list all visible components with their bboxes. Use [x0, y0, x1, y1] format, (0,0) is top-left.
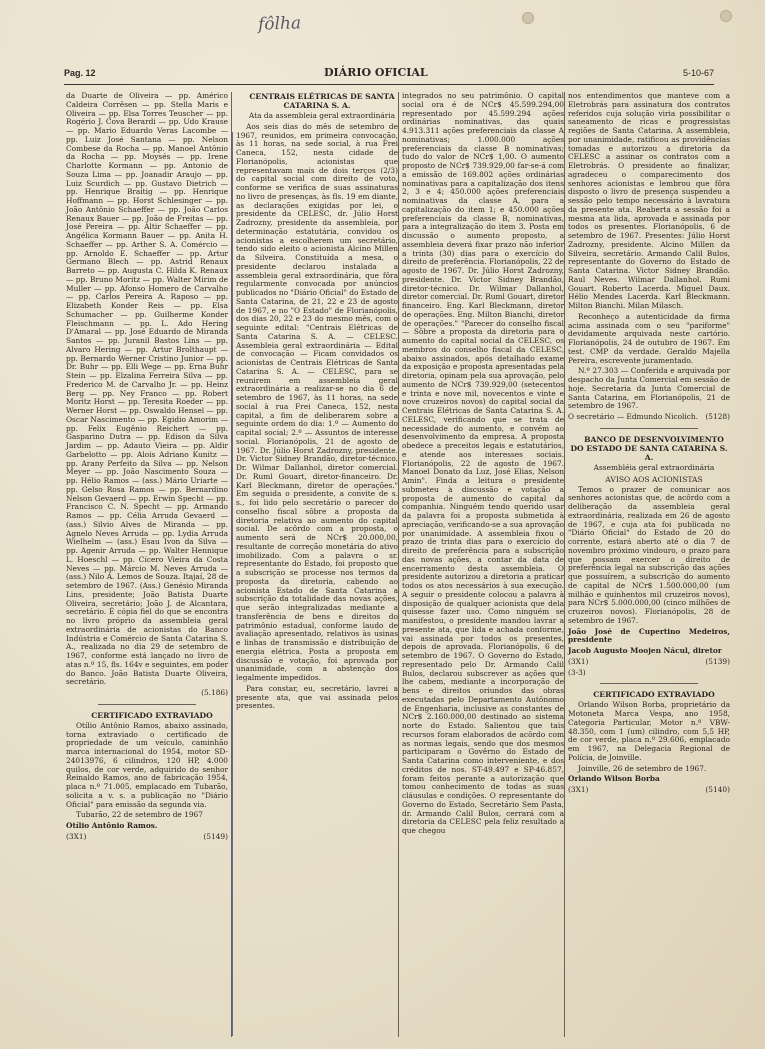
cert-heading: CERTIFICADO EXTRAVIADO — [593, 690, 715, 700]
notice-signature: Otílio Antônio Ramos. — [66, 821, 158, 830]
aviso-num: (5139) — [705, 656, 730, 666]
aviso-body: Temos o prazer de comunicar aos senhores acionistas que, de acôrdo com a deliberação da assembleia geral extraordinária, realizada em 26 de agosto de 1967, e cuja ata foi publicada no "Diário Oficial" do Estado de 20 do corrente, estará aberto até o dia 7 de novembro próximo vindouro, o prazo para que possam exercer o direito de preferência legal na subscrição das ações que possuírem, a subscrição do aumento de capital de NCr$ 1.500.000,00 (um milhão e quinhentos mil cruzeiros novos), para NCr$ 5.000.000,00 (cinco milhões de cruzeiros novos). Florianópolis, 28 de setembro de 1967. — [568, 484, 730, 625]
article-body: Aos seis dias do mês de setembro de 1967, reunidos, em primeira convocação, às 11 horas, na sede social, à rua Frei Caneca, 152, nesta cidade de Florianópolis, acionistas que representavam mais de dois terços (2/3) do capital social com direito de voto, conforme se verifica de suas assinaturas no livro de presenças, às fls. 19 em diante, as declarações exigidas por lei, o presidente da CELESC, dr. Júlio Horst Zadrozny, presidente da assembleia, por determinação estatutária, convidou os acionistas a escolherem um secretário, tendo sido eleito o acionista Alcino Millen da Silveira. Constituída a mesa, o presidente declarou instalada a assembleia geral extraordinária, que fôra regularmente convocada por anúncios publicados no "Diário Oficial" do Estado de Santa Catarina, de 21, 22 e 23 de agosto de 1967, e no "O Estado" de Florianópolis, dos dias 20, 22 e 23 do mesmo mês, com o seguinte edital: "Centrais Elétricas de Santa Catarina S. A. — CELESC. Assembleia geral extraordinária — Edital de convocação — Ficam convidados os acionistas de Centrais Elétricas de Santa Catarina S. A. — CELESC, para se reunirem em assembleia geral extraordinária a realizar-se no dia 6 de setembro de 1967, às 11 horas, na sede social à rua Frei Caneca, 152, nesta capital, a fim de deliberarem sobre a seguinte ordem do dia: 1.º — Aumento do capital social; 2.º — Assuntos de interesse social. Florianópolis, 21 de agosto de 1967. Dr. Júlio Horst Zadrozny, presidente. Dr. Victor Sidney Brandão, diretor-técnico. Dr. Wilmar Dallanhol, diretor comercial. Dr. Ruml Gouart, diretor-financeiro. Dr. Karl Bleckmann, diretor de operações." Em seguida o presidente, a convite de s. s., foi lido pelo secretário o parecer do conselho fiscal sôbre a proposta da diretoria relativa ao aumento do capital social. De acôrdo com a proposta, o aumento será de NCr$ 20.000,00, resultante de correção monetária do ativo imobilizado. Com a palavra o sr. representante do Estado, foi proposto que a subscrição se processe nos termos da proposta da diretoria, cabendo ao acionista Estado de Santa Catarina a subscrição da totalidade das novas ações, que serão integralizadas mediante a transferência de bens e direitos do patrimônio estadual, conforme laudo de avaliação apresentado, relativos às usinas e linhas de transmissão e distribuição de energia elétrica. Posta a proposta em discussão e votação, foi aprovada por unanimidade, com a abstenção dos legalmente impedidos. — [236, 121, 398, 682]
handwritten-note: fôlha — [257, 13, 302, 35]
bank-heading: BANCO DE DESENVOLVIMENTO DO ESTADO DE SANTA CATARINA S. A. — [570, 434, 728, 462]
notary-confirmation: Reconheço a autenticidade da firma acima assinada com o seu "pariforme" devidamente arquivada neste cartório. Florianópolis, 24 de outubro de 1967. Em test. CMP da verdade. Geraldo Majella Pereira, escrevente juramentado. — [568, 311, 730, 365]
margin-mark — [232, 132, 233, 1036]
junta-num: (5128) — [705, 412, 730, 421]
page-number: Pag. 12 — [64, 68, 96, 78]
notice-num: (5149) — [203, 831, 228, 841]
article-continuation: nos entendimentos que manteve com a Eletrobrás para assinatura dos contratos referidos cuja solução viria possibilitar o saneamento de ricas e progressistas regiões de Santa Catarina. A assembleia, por unanimidade, ratificou as providências tomadas e autorizou a diretoria da CELESC a assinar os contratos com a Eletrobrás. O presidente ao finalizar, agradeceu o comparecimento dos senhores acionistas e lembrou que fôra disposto o livro de presença suspendeu a sessão pelo tempo necessário à lavratura da presente ata. Reaberta a sessão foi a mesma ata lida, aprovada e assinada por todos os presentes. Florianópolis, 6 de setembro de 1967. Presentes: Júlio Horst Zadrozny, presidente. Alcino Millen da Silveira, secretário. Armando Calil Bulos, representante do Governo do Estado de Santa Catarina. Victor Sidney Brandão. Raul Neves. Wilmar Dallanhol. Rumi Gouart. Roberto Lacerda. Miguel Daux. Hélio Mendes Lacerda. Karl Bleckmann. Milton Bianchi. Milan Milasch. — [568, 91, 730, 310]
separator — [600, 428, 697, 429]
junta-sign-line — [568, 413, 730, 422]
aviso-ref: (3X1) — [568, 656, 589, 666]
article-continuation: integrados no seu patrimônio. O capital social ora é de NCr$ 45.599.294,00 representado por 45.599.294 ações ordinárias nominativas, das quais 4.913.311 ações preferenciais da classe A nominativas; 1.000.000 ações preferenciais da classe B nominativas; tudo do valor de NCr$ 1,00. O aumento proposto de NCr$ 739.929,00 far-se-á com a emissão de 169.802 ações ordinárias nominativas para a capitalização dos itens 2, 3 e 4; 450.000 ações preferenciais nominativas da classe A, para a capitalização do item 1; e 450.000 ações preferenciais da classe B, nominativas, para a integralização do item 3. Posta em discussão o aumento proposto, a assembleia deverá fixar prazo não inferior a trinta (30) dias para o exercício do direito de preferência. Florianópolis, 22 de agosto de 1967. Dr. Júlio Horst Zadrozny, presidente. Dr. Victor Sidney Brandão, diretor-técnico. Dr. Wilmar Dallanhol, diretor comercial. Dr. Ruml Gouart, diretor financeiro. Eng. Karl Bleckmann, diretor de operações. Eng. Milton Bianchi, diretor de operações." "Parecer do conselho fiscal — Sôbre a proposta da diretoria para o aumento do capital social da CELESC, os membros do conselho fiscal da CELESC, abaixo assinados, após detalhado exame da exposição e proposta apresentadas pela diretoria, opinam pela sua aprovação, pelo aumento de NCr$ 739.929,00 (setecentos e trinta e nove mil, novecentos e vinte e nove cruzeiros novos) do capital social da Centrais Elétricas de Santa Catarina S. A. CELESC, verificando que se trata de necessidade do aumento, e convém ao desenvolvimento da empresa. A proposta obedece a preceitos legais e estatutários, e atende aos interesses sociais. Florianópolis, 22 de agosto de 1967. Manoel Donato da Luz, José Elias, Nelson Amin". Finda a leitura o presidente submeteu à discussão e votação a proposta de aumento do capital da companhia. Ninguém tendo querido usar da palavra foi a proposta submetida à apreciação, verificando-se a sua aprovação por unanimidade. A assembleia fixou o prazo de trinta dias para o exercício do direito de preferência para a subscrição das novas ações, a contar da data de encerramento desta assembleia. O presidente autorizou a diretoria a praticar todos os atos necessários à sua execução. A seguir o presidente colocou a palavra à disposição de qualquer acionista que dela quisesse fazer uso. Como ninguém se manifestou, o presidente mandou lavrar a presente ata, que lida e achada conforme, vai assinada por todos os presentes, depois de aprovada. Florianópolis, 6 de setembro de 1967. O Governo do Estado, representado pelo Dr. Armando Calil Bulos, declarou subscrever as ações que lhe cabem, mediante a incorporação de bens e direitos oriundos das obras executadas pelo Departamento Autônomo de Engenharia, inclusive as constantes de NCr$ 2.160.000,00 destinado ao sistema norte do Estado. Salientou que tais recursos foram elaborados de acôrdo com as normas legais, sendo que dos mesmos participaram o Govêrno do Estado de Santa Catarina como interveniente, e dos créditos de nos. ST-49.497 e SP-46.857, foram feitos perante a autorização que tomou conhecimento de todas as suas cláusulas e condições. O representante do Governo do Estado, Secretário Sem Pasta, dr. Armando Calil Bulos, cerrará com a diretoria da CELESC pela feliz resultado a que chegou — [402, 91, 564, 835]
separator — [98, 704, 195, 705]
article-subheading: Ata da assembleia geral extraordinária — [248, 111, 396, 120]
column-rule — [564, 92, 565, 1037]
newspaper-title: DIÁRIO OFICIAL — [324, 66, 428, 79]
ref-number: (5.186) — [201, 688, 228, 697]
notice-body: Otílio Antônio Ramos, abaixo assinado, torna extraviado o certificado de propriedade de um veículo, caminhão marca internacional do 1954, motor SD-24013976, 6 cilindros, 120 HP, 4.000 quilos, de cor verde, adquirido do senhor Reinaldo Ramos, ano de fabricação 1954, placa n.º 71.005, emplacado em Tubarão, solicita a v. s. a publicação no "Diário Oficial" para emissão da segunda via. — [66, 720, 228, 809]
shareholder-list: da Duarte de Oliveira — pp. Américo Caldeira Corrêsen — pp. Stella Maris e Oliveira — pp. Elsa Torres Teuscher — pp. Rogério J. Cova Berardi — pp. Udo Krause — pp. Mario Eduardo Veras Lacombe — pp. Luiz José Santana — pp. Nelson Combese da Rocha — pp. Manoel Antônio da Rocha — pp. Moysés — pp. Irene Charlotte Kormann — pp. Antonio de Souza Lima — pp. Joanadir Araujo — pp. Luiz Scurdich — pp. Gustavo Dietrich — pp. Henrique Braitig — pp. Henrique Hoffmann — pp. Horst Schlesinger — pp. João Antônio Schaeffer — pp. João Carlos Renaux Bauer — pp. João de Freitas — pp. José Pereira — pp. Altir Schaeffer — pp. Angélica Kormann Bauer — pp. Anita H. Schaeffer — pp. Arther S. A. Comércio — pp. Arnoldo E. Schaeffer — pp. Artur Germano Blech — pp. Astrid Renaux Barreto — pp. Augusta C. Hilda K. Renaux — pp. Bruno Moritz — pp. Walter Mirim de Muller — pp. Afonso Homero de Carvalho — pp. Carlos Pereira A. Raposo — pp. Elizabeth Konder Reis — pp. Elsa Schumacher — pp. Guilherme Konder Fleischmann — pp. L. Ado Hering D'Amaral — pp. José Eduardo de Miranda Santos — pp. Juranil Bastos Lins — pp. Alvaro Hering — pp. Artur Brolthaupt — pp. Bernardo Werner Cristino Junior — pp. Dr. Buhr — pp. Elli Wege — pp. Erna Buhr Stein — pp. Elzalina Ferreira Silva — pp. Frederico M. de Carvalho Jr. — pp. Heinz Berg — pp. Ney Franco — pp. Robert Moritz Horst — pp. Teresita Roeder — pp. Werner Horst — pp. Oswaldo Hensel — pp. Oscar Nascimento — pp. Egidio Amorim — pp. Felix Eugênio Reichert — pp. Gasparino Dutra — pp. Edison da Silva Jardim — pp. Adauto Vieira — pp. Aldir Garbelotto — pp. Alois Adriano Kunitz — pp. Arany Perfeito da Silva — pp. Nelson Meyer — pp. João Nascimento Souza — pp. Hélio Ramos — (ass.) Mário Uriarte — pp. Gelso Rosa Ramos — pp. Bernardino Nelson Gevaerd — pp. Erwin Specht — pp. Francisco C. N. Specht — pp. Armando Ramos — pp. Célia Arruda Gevaerd — (ass.) Silvio Alves de Miranda — pp. Agnelo Neves Arruda — pp. Lydia Arruda Wielhelm — (ass.) Esau Ivon da Silva — pp. Agenir Arruda — pp. Walter Hennique L. Hoeschl — pp. Cícero Vieira da Costa Neves — pp. Márcio M. Neves Arruda — (ass.) Nilo A. Lemos de Souza. Itajaí, 28 de setembro de 1967. (Ass.) Genésio Miranda Lins, presidente; João Batista Duarte Oliveira, secretário; João J. de Alcantara, secretário. É cópia fiel do que se encontra no livro próprio da assembleia geral extraordinária de acionistas do Banco Indústria e Comércio de Santa Catarina S. A., realizada no dia 29 de setembro de 1967, conforme está lançado no livro de atas n.º 15, fls. 164v e seguintes, em poder do Banco. João Batista Duarte Oliveira, secretário. — [66, 91, 228, 687]
cert-ref: (3X1) — [568, 785, 589, 794]
column-4 — [568, 92, 730, 797]
notice-ref: (3X1) — [66, 831, 87, 841]
notice-place: Tubarão, 22 de setembro de 1967 — [76, 810, 203, 820]
aviso-heading: AVISO AOS ACIONISTAS — [605, 474, 703, 484]
cert-signature: Orlando Wilson Borba — [568, 774, 660, 784]
junta-note: N.º 27.303 — Conferida e arquivada por despacho da Junta Comercial em sessão de hoje. Secretaria da Junta Comercial de Santa Catarina, em Florianópolis, 21 de setembro de 1967. — [568, 366, 730, 411]
column-3 — [402, 92, 564, 838]
column-1 — [66, 92, 228, 844]
notice-refs — [66, 833, 228, 842]
page-header — [64, 66, 714, 85]
aviso-signature: Jacob Augusto Moojen Nácul, diretor — [568, 646, 722, 655]
separator — [600, 683, 697, 684]
cert-body: Orlando Wilson Borba, proprietário da Motoneta Marca Vespa, ano 1958, Categoria Particular, Motor n.º VBW-48.350, com 1 (um) cilindro, com 5,5 HP, de cor verde, placa n.º 29.606, emplacado em 1967, na Delegacia Regional de Polícia, de Joinville. — [568, 700, 730, 762]
cert-place: Joinville, 26 de setembro de 1967. — [578, 763, 707, 773]
notice-heading: CERTIFICADO EXTRAVIADO — [91, 710, 213, 720]
binder-hole — [522, 12, 534, 24]
bank-subheading: Assembléia geral extraordinária — [593, 462, 715, 472]
issue-date: 5-10-67 — [682, 68, 714, 78]
binder-hole — [720, 10, 732, 22]
aviso-signature: João José de Cupertino Medeiros, presidente — [568, 626, 730, 645]
article-heading: CENTRAIS ELÉTRICAS DE SANTA CATARINA S. A. — [249, 92, 395, 110]
cert-num: (5140) — [705, 785, 730, 794]
junta-signature: O secretário — Edmundo Nicolich. — [568, 412, 699, 421]
column-rule — [398, 92, 399, 1037]
column-2 — [236, 92, 398, 713]
article-closing: Para constar, eu, secretário, lavrei a presente ata, que vai assinada pelos presentes. — [236, 683, 398, 711]
aviso-ref2: (3-3) — [568, 667, 586, 677]
aviso-refs — [568, 658, 730, 667]
cert-refs — [568, 786, 730, 795]
